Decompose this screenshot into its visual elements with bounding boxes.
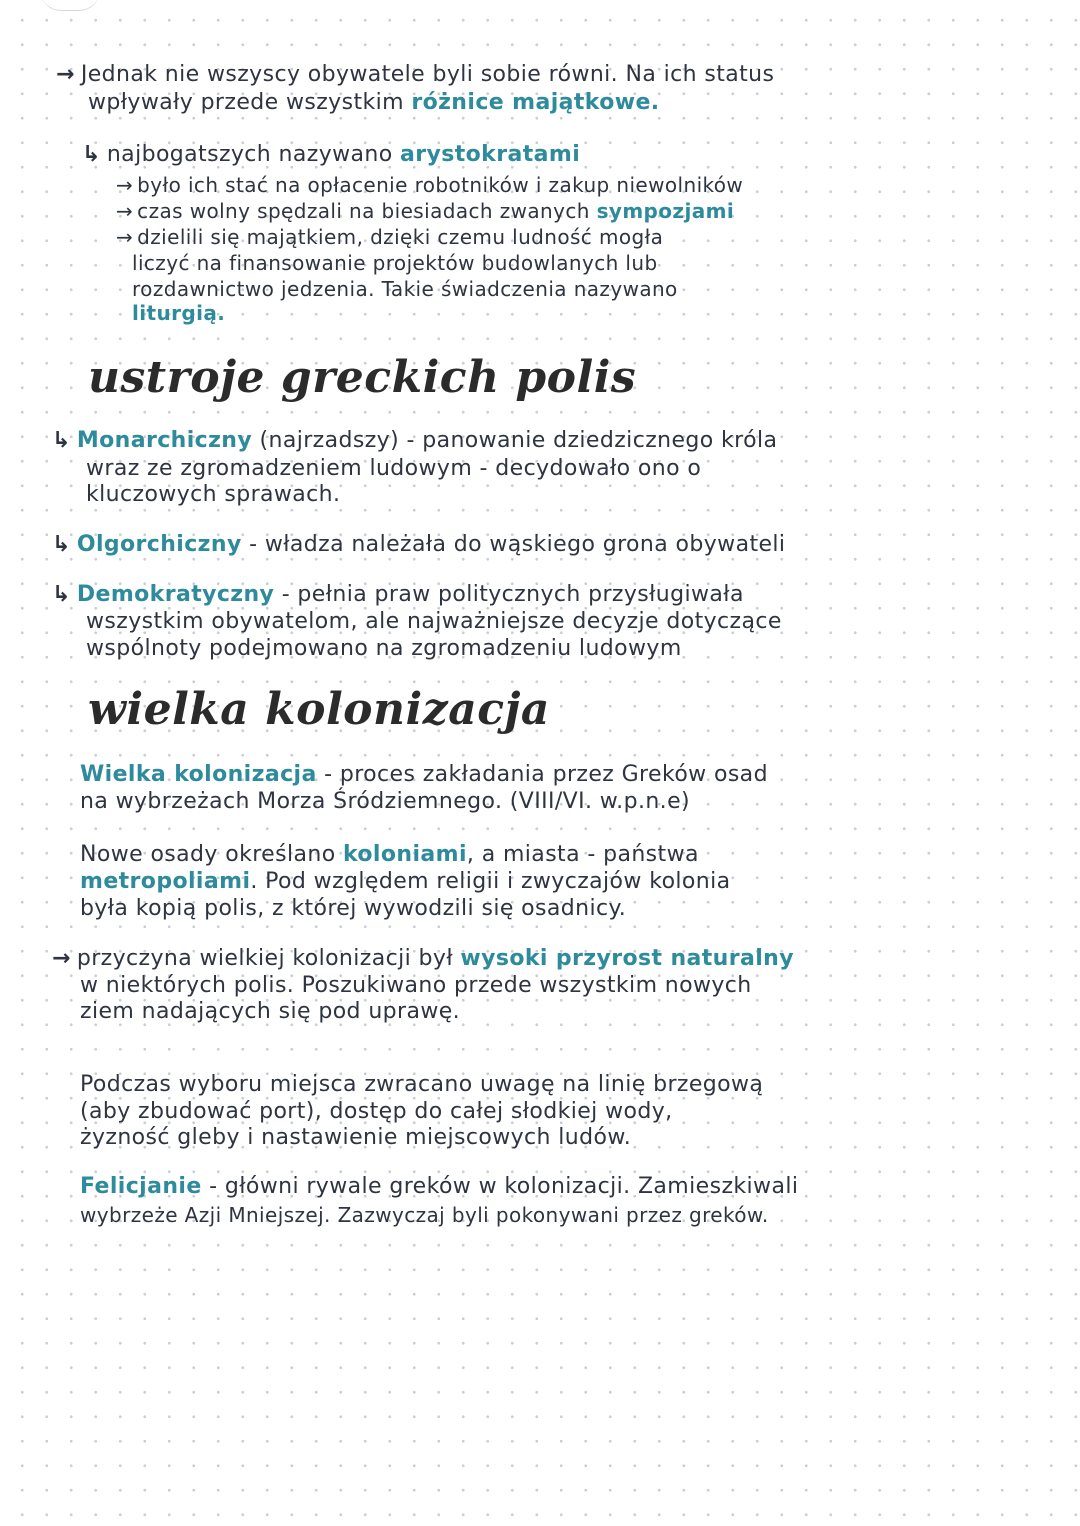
return-arrow-icon: ↳ bbox=[52, 582, 71, 607]
cause-line-1: → przyczyna wielkiej kolonizacji był wysoki przyrost naturalny bbox=[52, 946, 794, 971]
system-monarchy: ↳ Monarchiczny (najrzadszy) - panowanie dziedzicznego króla bbox=[52, 428, 778, 453]
highlight-term: koloniami bbox=[342, 842, 467, 867]
return-arrow-icon: ↳ bbox=[52, 428, 71, 453]
system-monarchy-line-2: wraz ze zgromadzeniem ludowym - decydowało ono o bbox=[86, 456, 702, 481]
highlight-term: Wielka kolonizacja bbox=[80, 762, 317, 787]
system-monarchy-line-3: kluczowych sprawach. bbox=[86, 482, 341, 507]
highlight-term: różnice majątkowe. bbox=[411, 90, 660, 115]
arrow-right-icon: → bbox=[116, 173, 134, 197]
colonies-line-3: była kopią polis, z której wywodzili się osadnicy. bbox=[80, 896, 627, 921]
highlight-term: Olgorchiczny bbox=[76, 532, 242, 557]
phoenicians-line-2: wybrzeże Azji Mniejszej. Zazwyczaj byli pokonywani przez greków. bbox=[80, 1203, 769, 1227]
site-choice-line-2: (aby zbudować port), dostęp do całej słodkiej wody, bbox=[80, 1099, 673, 1124]
section-heading-systems: ustroje greckich polis bbox=[88, 352, 637, 403]
system-democracy-line-2: wszystkim obywatelom, ale najważniejsze decyzje dotyczące bbox=[86, 609, 782, 634]
section-heading-colonization: wielka kolonizacja bbox=[88, 684, 550, 735]
site-choice-line-1: Podczas wyboru miejsca zwracano uwagę na linię brzegową bbox=[80, 1072, 764, 1097]
colonies-line-2: metropoliami. Pod względem religii i zwyczajów kolonia bbox=[80, 869, 731, 894]
aristocrats-bullet-1: → było ich stać na opłacenie robotników i zakup niewolników bbox=[116, 173, 744, 197]
system-oligarchy: ↳ Olgorchiczny - władza należała do wąskiego grona obywateli bbox=[52, 532, 786, 557]
phoenicians-line-1: Felicjanie - główni rywale greków w kolonizacji. Zamieszkiwali bbox=[80, 1174, 799, 1199]
highlight-term: metropoliami bbox=[80, 869, 251, 894]
colonization-definition: Wielka kolonizacja - proces zakładania przez Greków osad bbox=[80, 762, 768, 787]
colonies-line-1: Nowe osady określano koloniami, a miasta - państwa bbox=[80, 842, 699, 867]
return-arrow-icon: ↳ bbox=[52, 532, 71, 557]
page-corner-curl bbox=[40, 0, 100, 11]
aristocrats-bullet-3-line-4 bbox=[132, 300, 225, 326]
highlight-term: Monarchiczny bbox=[76, 428, 253, 453]
return-arrow-icon: ↳ bbox=[82, 142, 101, 167]
cause-line-2: w niektórych polis. Poszukiwano przede wszystkim nowych bbox=[80, 973, 752, 998]
highlight-term: arystokratami bbox=[400, 142, 581, 167]
colonization-definition-line-2: na wybrzeżach Morza Śródziemnego. (VIII/VI. w.p.n.e) bbox=[80, 789, 690, 814]
aristocrats-bullet-2: → czas wolny spędzali na biesiadach zwanych sympozjami bbox=[116, 199, 735, 223]
intro-line-2: wpływały przede wszystkim różnice majątkowe. bbox=[88, 90, 660, 115]
highlight-term: Demokratyczny bbox=[76, 582, 275, 607]
aristocrats-bullet-3-line-3: rozdawnictwo jedzenia. Takie świadczenia nazywano bbox=[132, 277, 678, 301]
arrow-right-icon: → bbox=[52, 946, 71, 971]
aristocrats-lead: ↳ najbogatszych nazywano arystokratami bbox=[82, 142, 581, 167]
highlight-term: liturgią. bbox=[132, 301, 226, 325]
highlight-term: wysoki przyrost naturalny bbox=[460, 946, 794, 971]
intro-line-1: → Jednak nie wszyscy obywatele byli sobie równi. Na ich status bbox=[56, 62, 775, 87]
aristocrats-bullet-3-line-2: liczyć na finansowanie projektów budowlanych lub bbox=[132, 251, 658, 275]
aristocrats-bullet-3: → dzielili się majątkiem, dzięki czemu ludność mogła bbox=[116, 225, 664, 249]
arrow-right-icon: → bbox=[116, 199, 134, 223]
highlight-term: Felicjanie bbox=[80, 1174, 202, 1199]
highlight-term: sympozjami bbox=[596, 199, 735, 223]
cause-line-3: ziem nadających się pod uprawę. bbox=[80, 999, 461, 1024]
arrow-right-icon: → bbox=[56, 62, 75, 87]
system-democracy: ↳ Demokratyczny - pełnia praw politycznych przysługiwała bbox=[52, 582, 744, 607]
site-choice-line-3: żyzność gleby i nastawienie miejscowych ludów. bbox=[80, 1125, 632, 1150]
arrow-right-icon: → bbox=[116, 225, 134, 249]
system-democracy-line-3: wspólnoty podejmowano na zgromadzeniu ludowym bbox=[86, 636, 682, 661]
